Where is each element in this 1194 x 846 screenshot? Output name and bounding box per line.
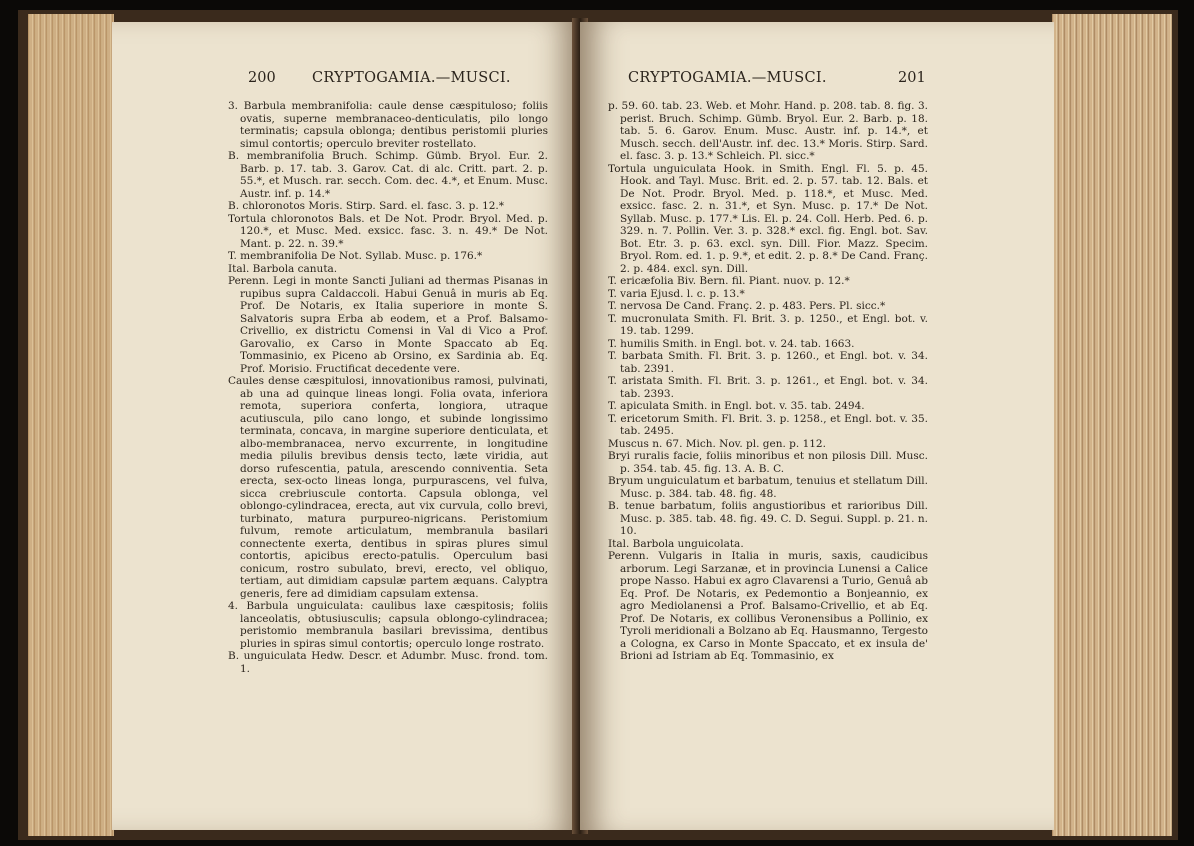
right-para-8: T. barbata Smith. Fl. Brit. 3. p. 1260., et Engl. bot. v. 34. tab. 2391. (608, 350, 928, 375)
left-para-5: T. membranifolia De Not. Syllab. Musc. p. 176.* (228, 250, 483, 262)
left-para-4: Tortula chloronotos Bals. et De Not. Prodr. Bryol. Med. p. 120.*, et Musc. Med. exsicc. fasc. 3. n. 49.* De Not. Mant. p. 22. n. 39.* (228, 212, 548, 250)
right-para-10: T. apiculata Smith. in Engl. bot. v. 35. tab. 2494. (608, 400, 865, 412)
right-para-9: T. aristata Smith. Fl. Brit. 3. p. 1261., et Engl. bot. v. 34. tab. 2393. (608, 375, 928, 400)
right-page-number: 201 (898, 70, 926, 86)
right-para-16: Ital. Barbola unguicolata. (608, 537, 744, 550)
left-para-7: Perenn. Legi in monte Sancti Juliani ad thermas Pisanas in rupibus supra Caldaccoli. Habui Genuâ in muris ab Eq. Prof. De Notaris, ex Italia superiore in monte S. Salvatoris supra Erba ab eodem, et a Prof. Balsamo-Crivellio, ex districtu Comensi in Val di Vico a Prof. Garovalio, ex Carso in Monte Spaccato ab Eq. Tommasinio, ex Piceno ab Orsino, ex Sardinia ab. Eq. Prof. Morisio. Fructificat decedente vere. (228, 275, 548, 375)
right-para-1: p. 59. 60. tab. 23. Web. et Mohr. Hand. p. 208. tab. 8. fig. 3. perist. Bruch. Schimp. Gümb. Bryol. Eur. 2. Barb. p. 18. tab. 5. 6. Garov. Enum. Musc. Austr. inf. p. 14.*, et Musch. secch. dell'Austr. inf. dec. 13.* Moris. Stirp. Sard. el. fasc. 3. p. 13.* Schleich. Pl. sicc.* (608, 100, 928, 162)
right-para-4: T. varia Ejusd. l. c. p. 13.* (608, 287, 745, 300)
right-para-12: Muscus n. 67. Mich. Nov. pl. gen. p. 112. (608, 437, 826, 450)
right-page-text (608, 100, 928, 663)
left-para-3: B. chloronotos Moris. Stirp. Sard. el. fasc. 3. p. 12.* (228, 200, 505, 212)
left-para-1: 3. Barbula membranifolia: caule dense cæspituloso; foliis ovatis, superne membranaceo-denticulatis, pilo longo terminatis; capsula oblonga; dentibus peristomii pluries simul contortis; operculo breviter rostellato. (228, 100, 548, 150)
right-page-edges (1052, 14, 1172, 836)
right-para-17: Perenn. Vulgaris in Italia in muris, saxis, caudicibus arborum. Legi Sarzanæ, et in provincia Lunensi a Calice prope Nasso. Habui ex agro Clavarensi a Turio, Genuâ ab Eq. Prof. De Notaris, ex Pedemontio a Bonjeannio, ex agro Mediolanensi a Prof. Balsamo-Crivellio, et ab Eq. Prof. De Notaris, ex collibus Veronensibus a Pollinio, ex Tyroli meridionali a Bolzano ab Eq. Hausmanno, Tergesto a Cologna, ex Carso in Monte Spaccato, et ex insula de' Brioni ad Istriam ab Eq. Tommasinio, ex (608, 550, 928, 662)
right-page (580, 22, 1054, 830)
left-running-header: CRYPTOGAMIA.—MUSCI. (312, 70, 511, 86)
right-para-14: Bryum unguiculatum et barbatum, tenuius et stellatum Dill. Musc. p. 384. tab. 48. fig. 48. (608, 475, 928, 500)
left-page-number: 200 (248, 70, 276, 86)
left-para-8: Caules dense cæspitulosi, innovationibus ramosi, pulvinati, ab una ad quinque lineas longi. Folia ovata, inferiora remota, superiora conferta, longiora, utraque acutiuscula, pilo cano longo, et subinde longissimo terminata, concava, in margine superiore denticulata, et albo-membranacea, nervo excurrente, in longitudine media pilulis brevibus densis tecto, læte viridia, aut dorso rufescentia, patula, arescendo conniventia. Seta erecta, sex-octo lineas longa, purpurascens, vel fulva, sicca crebriuscule contorta. Capsula oblonga, vel oblongo-cylindracea, erecta, aut vix curvula, collo brevi, turbinato, matura purpureo-nigricans. Peristomium fulvum, remote articulatum, membranula basilari connectente exerta, dentibus in spiras plures simul contortis, apicibus erecto-patulis. Operculum basi conicum, rostro subulato, brevi, erecto, vel obliquo, tertiam, aut dimidiam capsulæ partem æquans. Calyptra generis, fere ad dimidiam capsulam extensa. (228, 375, 548, 600)
right-para-6: T. mucronulata Smith. Fl. Brit. 3. p. 1250., et Engl. bot. v. 19. tab. 1299. (608, 312, 928, 337)
left-para-9: 4. Barbula unguiculata: caulibus laxe cæspitosis; foliis lanceolatis, obtusiusculis; capsula oblongo-cylindracea; peristomio membranula basilari brevissima, dentibus pluries in spiras simul contortis; operculo longe rostrato. (228, 600, 548, 650)
right-para-3: T. ericæfolia Biv. Bern. fil. Piant. nuov. p. 12.* (608, 275, 850, 287)
right-para-11: T. ericetorum Smith. Fl. Brit. 3. p. 1258., et Engl. bot. v. 35. tab. 2495. (608, 412, 928, 437)
right-para-7: T. humilis Smith. in Engl. bot. v. 24. tab. 1663. (608, 337, 855, 350)
right-para-2: Tortula unguiculata Hook. in Smith. Engl. Fl. 5. p. 45. Hook. and Tayl. Musc. Brit. ed. 2. p. 57. tab. 12. Bals. et De Not. Prodr. Bryol. Med. p. 118.*, et Musc. Med. exsicc. fasc. 2. n. 31.*, et Syn. Musc. p. 17.* De Not. Syllab. Musc. p. 177.* Lis. El. p. 24. Coll. Herb. Ped. 6. p. 329. n. 7. Pollin. Ver. 3. p. 328.* excl. fig. Engl. bot. Sav. Bot. Etr. 3. p. 63. excl. syn. Dill. Fior. Mazz. Specim. Bryol. Rom. ed. 1. p. 9.*, et edit. 2. p. 8.* De Cand. Franç. 2. p. 484. excl. syn. Dill. (608, 162, 928, 275)
right-para-13: Bryi ruralis facie, foliis minoribus et non pilosis Dill. Musc. p. 354. tab. 45. fig. 13. A. B. C. (608, 450, 928, 475)
left-page-text (228, 100, 548, 675)
right-para-5: T. nervosa De Cand. Franç. 2. p. 483. Pers. Pl. sicc.* (608, 300, 886, 312)
right-para-15: B. tenue barbatum, foliis angustioribus et rarioribus Dill. Musc. p. 385. tab. 48. fig. 49. C. D. Segui. Suppl. p. 21. n. 10. (608, 500, 928, 537)
left-para-2: B. membranifolia Bruch. Schimp. Gümb. Bryol. Eur. 2. Barb. p. 17. tab. 3. Garov. Cat. di alc. Critt. part. 2. p. 55.*, et Musch. rar. secch. Com. dec. 4.*, et Enum. Musc. Austr. inf. p. 14.* (228, 150, 548, 200)
left-page (112, 22, 578, 830)
left-para-6: Ital. Barbola canuta. (228, 262, 338, 275)
left-page-edges (28, 14, 114, 836)
left-para-10: B. unguiculata Hedw. Descr. et Adumbr. Musc. frond. tom. 1. (228, 650, 548, 675)
right-running-header: CRYPTOGAMIA.—MUSCI. (628, 70, 827, 86)
